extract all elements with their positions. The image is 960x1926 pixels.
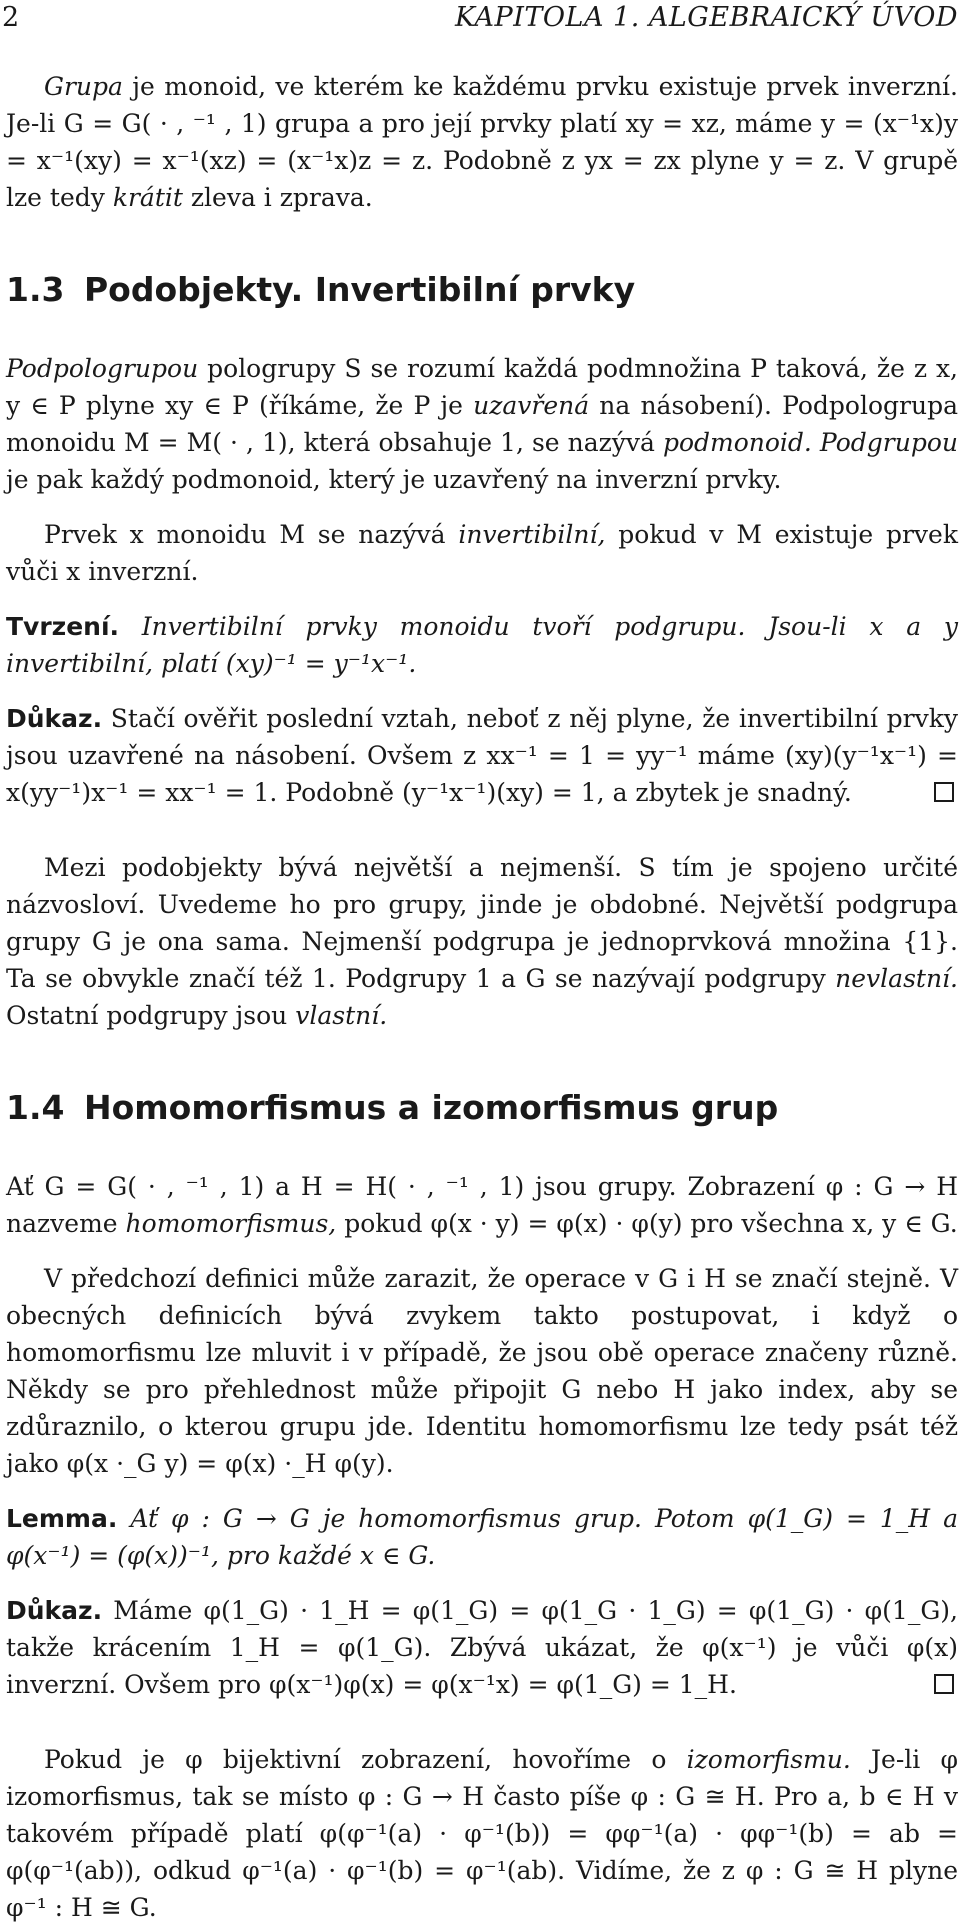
qed-square-icon <box>934 1674 954 1694</box>
proof-text: Máme φ(1_G) · 1_H = φ(1_G) = φ(1_G · 1_G) = φ(1_G) · φ(1_G), takže krácením 1_H = φ(1_G). Zbývá ukázat, že φ(x⁻¹) je vůči φ(x) inverzní. Ovšem pro φ(x⁻¹)φ(x) = φ(x⁻¹x) = φ(1_G) = 1_H. <box>6 1596 958 1699</box>
proof-label: Důkaz. <box>6 704 103 733</box>
section-number: 1.3 <box>6 270 65 309</box>
paragraph-podobjekty: Mezi podobjekty bývá největší a nejmenší. S tím je spojeno určité názvosloví. Uvedeme ho pro grupy, jinde je obdobné. Největší podgrupa grupy G je ona sama. Nejmenší podgrupa je jednoprvková množina {1}. Ta se obvykle značí též 1. Podgrupy 1 a G se nazývají podgrupy nevlastní. Ostatní podgrupy jsou vlastní. <box>6 853 958 1030</box>
proof-1 <box>6 700 958 811</box>
page-number: 2 <box>2 2 20 33</box>
paragraph-podpologrupa: Podpologrupou pologrupy S se rozumí každá podmnožina P taková, že z x, y ∈ P plyne xy ∈ P (říkáme, že P je uzavřená na násobení). Podpologrupa monoidu M = M( · , 1), která obsahuje 1, se nazývá podmonoid. Podgrupou je pak každý podmonoid, který je uzavřený na inverzní prvky. <box>6 354 958 494</box>
claim <box>6 608 958 682</box>
section-title: Podobjekty. Invertibilní prvky <box>84 270 636 309</box>
qed-square-icon <box>934 782 954 802</box>
paragraph-notation: V předchozí definici může zarazit, že operace v G i H se značí stejně. V obecných definicích bývá zvykem takto postupovat, i když o homomorfismu lze mluvit i v případě, že jsou obě operace značeny různě. Někdy se pro přehlednost může připojit G nebo H jako index, aby se zdůraznilo, o kterou grupu jde. Identitu homomorfismu lze tedy psát též jako φ(x ·_G y) = φ(x) ·_H φ(y). <box>6 1264 958 1478</box>
section-title: Homomorfismus a izomorfismus grup <box>84 1088 779 1127</box>
page-body <box>6 68 958 1926</box>
paragraph-izomorfismus: Pokud je φ bijektivní zobrazení, hovoříme o izomorfismu. Je-li φ izomorfismus, tak se místo φ : G → H často píše φ : G ≅ H. Pro a, b ∈ H v takovém případě platí φ(φ⁻¹(a) · φ⁻¹(b)) = φφ⁻¹(a) · φφ⁻¹(b) = ab = φ(φ⁻¹(ab)), odkud φ⁻¹(a) · φ⁻¹(b) = φ⁻¹(ab). Vidíme, že z φ : G ≅ H plyne φ⁻¹ : H ≅ G. <box>6 1745 959 1922</box>
lemma <box>6 1500 958 1574</box>
term-kratit: krátit <box>112 183 183 212</box>
paragraph-homomorfismus-def: Ať G = G( · , ⁻¹ , 1) a H = H( · , ⁻¹ , 1) jsou grupy. Zobrazení φ : G → H nazveme homomorfismus, pokud φ(x · y) = φ(x) · φ(y) pro všechna x, y ∈ G. <box>6 1172 958 1238</box>
paragraph-invertibilni: Prvek x monoidu M se nazývá invertibilní, pokud v M existuje prvek vůči x inverzní. <box>6 520 958 586</box>
section-number: 1.4 <box>6 1088 65 1127</box>
lemma-label: Lemma. <box>6 1504 118 1533</box>
chapter-title: KAPITOLA 1. ALGEBRAICKÝ ÚVOD <box>454 2 958 33</box>
lemma-text: Ať φ : G → G je homomorfismus grup. Potom φ(1_G) = 1_H a φ(x⁻¹) = (φ(x))⁻¹, pro každé x ∈ G. <box>6 1504 958 1570</box>
proof-text: Stačí ověřit poslední vztah, neboť z něj plyne, že invertibilní prvky jsou uzavřené na násobení. Ovšem z xx⁻¹ = 1 = yy⁻¹ máme (xy)(y⁻¹x⁻¹) = x(yy⁻¹)x⁻¹ = xx⁻¹ = 1. Podobně (y⁻¹x⁻¹)(xy) = 1, a zbytek je snadný. <box>6 704 958 807</box>
term-grupa: Grupa <box>44 72 123 101</box>
section-heading-1-4 <box>6 1086 958 1130</box>
claim-text: Invertibilní prvky monoidu tvoří podgrupu. Jsou-li x a y invertibilní, platí (xy)⁻¹ = y⁻¹x⁻¹. <box>6 612 958 678</box>
proof-label: Důkaz. <box>6 1596 103 1625</box>
section-heading-1-3 <box>6 268 958 312</box>
intro-paragraph: Grupa je monoid, ve kterém ke každému prvku existuje prvek inverzní. Je-li G = G( · , ⁻¹ , 1) grupa a pro její prvky platí xy = xz, máme y = (x⁻¹x)y = x⁻¹(xy) = x⁻¹(xz) = (x⁻¹x)z = z. Podobně z yx = zx plyne y = z. V grupě lze tedy krátit zleva i zprava. <box>6 72 958 212</box>
claim-label: Tvrzení. <box>6 612 120 641</box>
proof-2 <box>6 1592 958 1703</box>
